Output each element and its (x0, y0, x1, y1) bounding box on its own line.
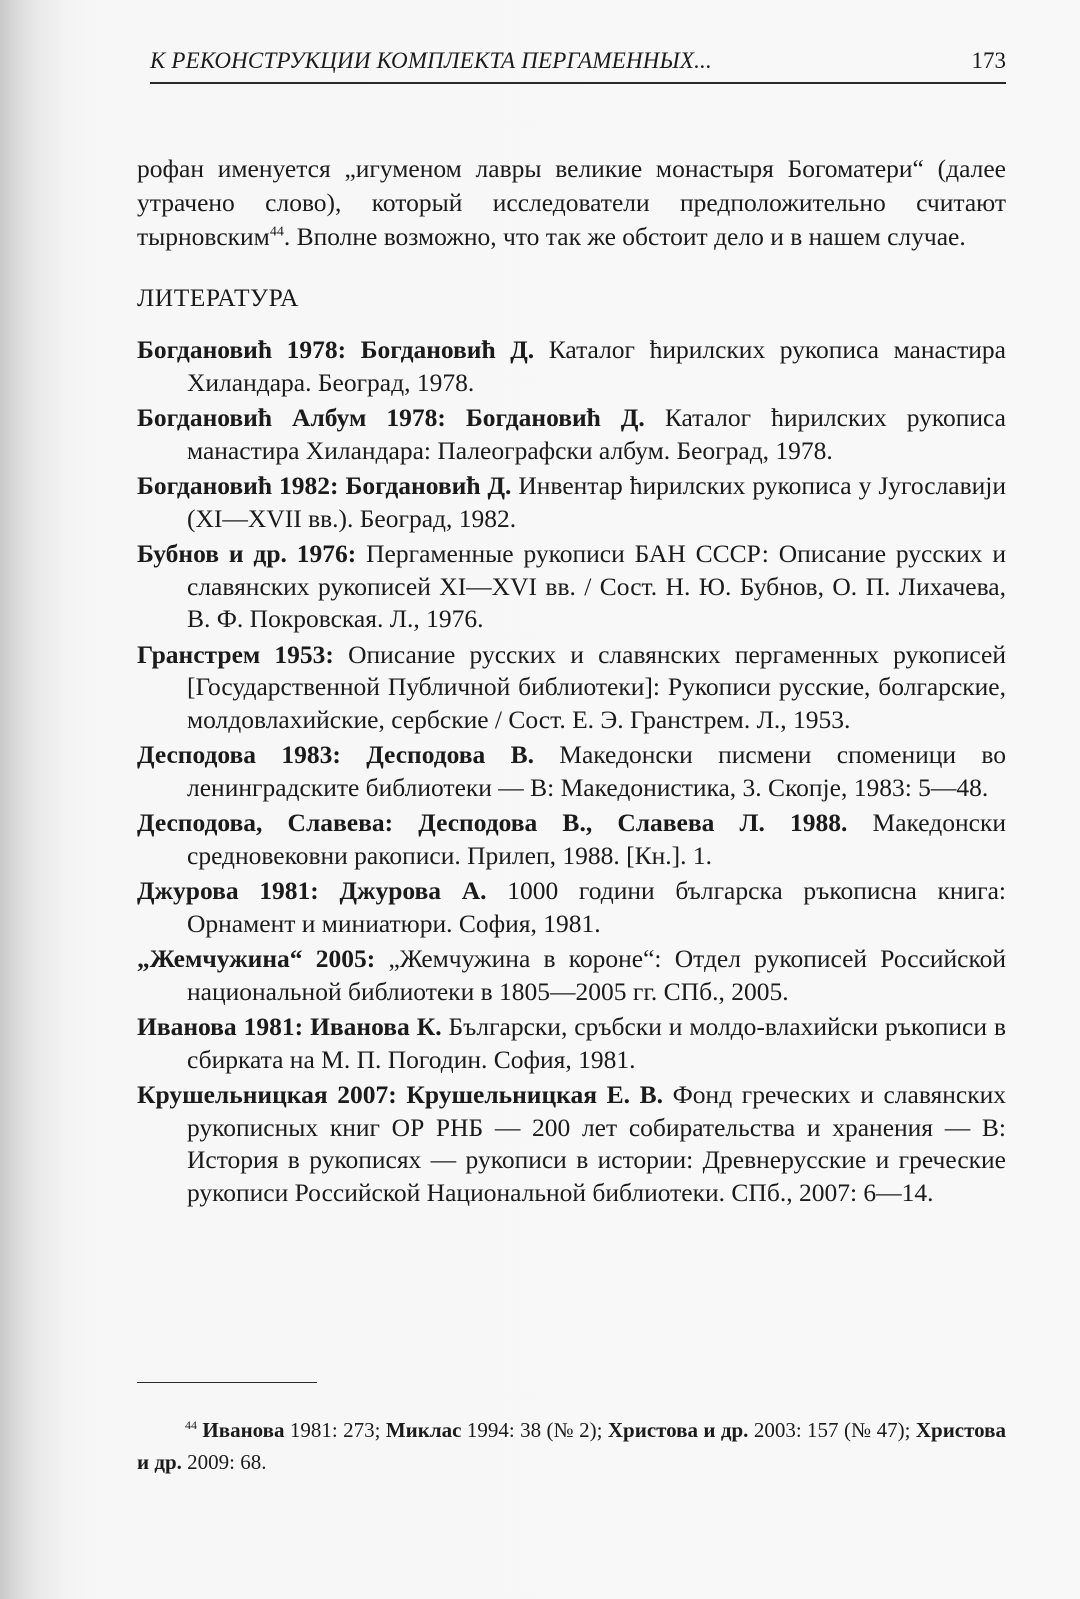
bib-key: Десподова, Славева: (137, 808, 394, 837)
bib-text: 1000 години българска ръкописна книга: Орнамент и миниатюри. София, 1981. (187, 876, 1006, 938)
footnote-divider (137, 1382, 317, 1383)
bib-text: Каталог ћирилских рукописа манастира Хиландара: Палеографски албум. Београд, 1978. (187, 403, 1006, 465)
footnote-author: Иванова (202, 1418, 285, 1442)
bib-key: Десподова 1983: (137, 740, 341, 769)
footnote-text: 2009: 68. (181, 1450, 267, 1474)
bib-key: Богдановић 1978: (137, 335, 347, 364)
bib-author: Богдановић Д. (338, 471, 512, 500)
literature-heading: ЛИТЕРАТУРА (137, 283, 299, 312)
bib-author: Десподова В. (340, 740, 534, 769)
footnote (137, 1414, 1006, 1478)
footnote-author: Христова и др. (607, 1418, 749, 1442)
bib-key: „Жемчужина“ 2005: (137, 944, 376, 973)
running-header (150, 42, 1006, 84)
footnote-author: Христова и др. (137, 1418, 1006, 1474)
footnote-author: Миклас (385, 1418, 462, 1442)
bib-key: Богдановић Албум 1978: (137, 403, 446, 432)
bib-entry (137, 470, 1006, 535)
bib-entry (137, 334, 1006, 399)
bib-entry (137, 1011, 1006, 1076)
bib-author: Богдановић Д. (445, 403, 645, 432)
bib-entry (137, 875, 1006, 940)
running-title: К РЕКОНСТРУКЦИИ КОМПЛЕКТА ПЕРГАМЕННЫХ... (150, 48, 712, 73)
bib-text: Македонски средновековни ракописи. Прилеп, 1988. [Кн.]. 1. (187, 808, 1007, 870)
bib-entry (137, 1079, 1006, 1209)
paragraph-text-2: . Вполне возможно, что так же обстоит дело и в нашем случае. (283, 221, 966, 251)
footnote-text: 2003: 157 (№ 47); (748, 1418, 916, 1442)
bib-author: Иванова К. (303, 1012, 442, 1041)
bib-key: Джурова 1981: (137, 876, 319, 905)
bib-text: Български, сръбски и молдо-влахийски ръкописи в сбирката на М. П. Погодин. София, 1981. (187, 1012, 1006, 1074)
footnote-reference: 44 (269, 224, 284, 239)
bib-author: Богдановић Д. (346, 335, 535, 364)
bib-entry (137, 807, 1006, 872)
bib-text: Описание русских и славянских пергаменных рукописей [Государственной Публичной библиотеки]: Рукописи русские, болгарские, молдовлахийские, сербские / Сост. Е. Э. Гранстрем. Л., 1953. (187, 639, 1007, 734)
footnote-text: 1981: 273; (284, 1418, 386, 1442)
bib-entry (137, 639, 1006, 737)
bib-text: Македонски писмени споменици во ленинградските библиотеки — В: Македонистика, 3. Скопје, 1983: 5—48. (187, 740, 1006, 802)
bib-key: Гранстрем 1953: (137, 639, 334, 669)
bib-author: Десподова В., Славева Л. 1988. (393, 808, 848, 837)
bib-key: Богдановић 1982: (137, 471, 339, 500)
bibliography-list (137, 334, 1006, 1212)
bib-text: Каталог ћирилских рукописа манастира Хиландара. Београд, 1978. (187, 335, 1006, 397)
bib-key: Иванова 1981: (137, 1012, 304, 1041)
bib-entry (137, 402, 1006, 467)
bib-entry (137, 538, 1006, 636)
bib-text: Пергаменные рукописи БАН СССР: Описание русских и славянских рукописей XI—XVI вв. / Сост. Н. Ю. Бубнов, О. П. Лихачева, В. Ф. Покровская. Л., 1976. (187, 539, 1006, 633)
bib-entry (137, 943, 1006, 1008)
bib-text: „Жемчужина в короне“: Отдел рукописей Российской национальной библиотеки в 1805—2005 гг. СПб., 2005. (187, 944, 1006, 1006)
bib-entry (137, 739, 1006, 804)
bib-text: Инвентар ћирилских рукописа у Југославији (XI—XVII вв.). Београд, 1982. (187, 471, 1006, 533)
bib-key: Бубнов и др. 1976: (137, 539, 357, 568)
paragraph-text-1: рофан именуется „игуменом лавры великие монастыря Богоматери“ (далее утрачено слово), который исследователи предположительно считают тырновским (137, 153, 1006, 251)
footnote-text: 1994: 38 (№ 2); (461, 1418, 608, 1442)
bib-key: Крушельницкая 2007: (137, 1080, 397, 1109)
page-number: 173 (971, 48, 1006, 73)
footnote-number: 44 (185, 1418, 197, 1432)
body-paragraph (137, 152, 1006, 254)
bib-author: Джурова А. (318, 876, 487, 905)
bib-author: Крушельницкая Е. В. (396, 1080, 664, 1109)
bib-text: Фонд греческих и славянских рукописных книг ОР РНБ — 200 лет собирательства и хранения — В: История в рукописях — рукописи в истории: Древнерусские и греческие рукописи Российской Национальной библиотеки. СПб., 2007: 6—14. (187, 1080, 1006, 1207)
